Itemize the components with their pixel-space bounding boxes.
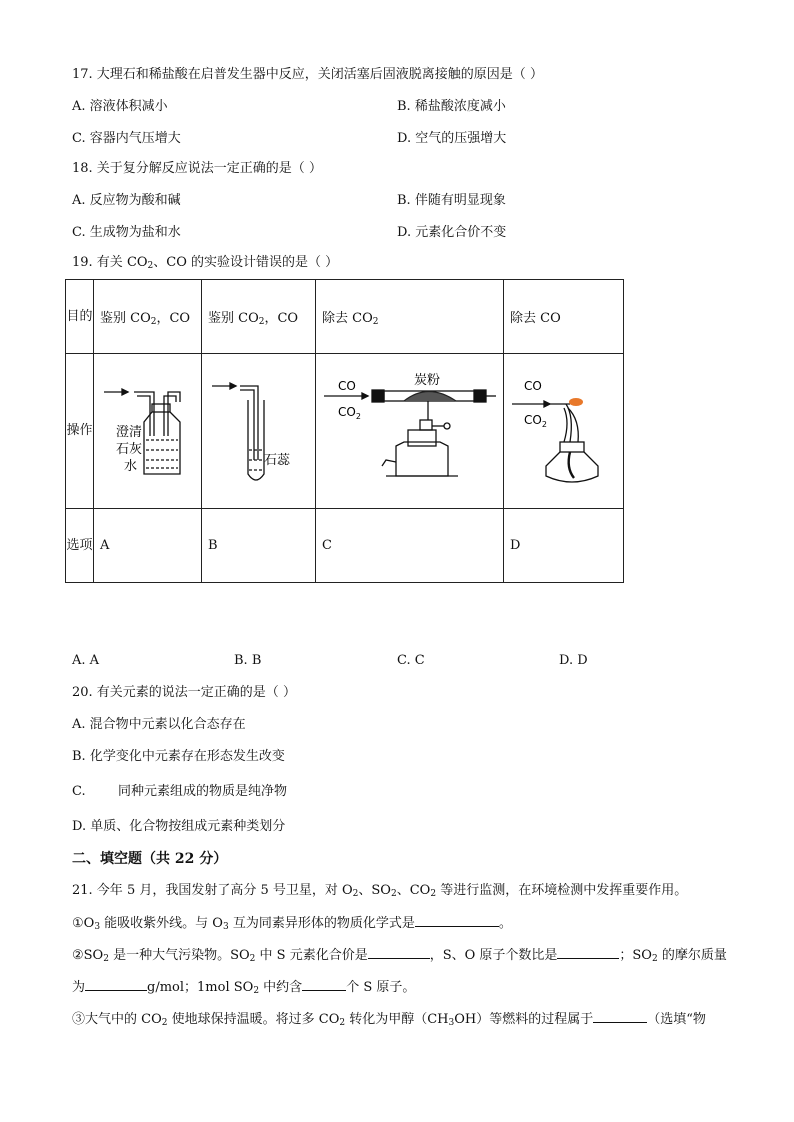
q19-option-d: D. D: [559, 653, 588, 668]
limewater-label-1: 澄清: [116, 425, 143, 440]
limewater-label-2: 石灰: [116, 442, 143, 457]
blank-s-atoms[interactable]: [302, 978, 346, 991]
blank-molar-mass[interactable]: [85, 978, 147, 991]
q20-option-c-label: C.: [72, 784, 86, 799]
purpose-b: 鉴别 $CO_2$，CO: [202, 280, 316, 354]
q17-option-b: B. 稀盐酸浓度减小: [397, 99, 506, 114]
operation-b: [202, 354, 316, 509]
q21-line-1: 21. 今年 5 月，我国发射了高分 5 号卫星，对 $O_2$、$SO_2$、$CO_2$ 等进行监测，在环境检测中发挥重要作用。: [72, 883, 688, 899]
c-gas-co: CO: [338, 379, 356, 393]
limewater-bottle-diagram: [94, 356, 200, 506]
row-head-purpose: 目的: [66, 280, 94, 354]
q17-option-d: D. 空气的压强增大: [397, 131, 507, 146]
choice-d: D: [504, 509, 624, 583]
carbon-powder-label: 炭粉: [414, 373, 441, 388]
q19-option-b: B. B: [234, 653, 262, 668]
q21-line-2: $①O_3$ 能吸收紫外线。与 $O_3$ 互为同素异形体的物质化学式是 。: [72, 916, 512, 932]
d-gas-co: CO: [524, 379, 542, 393]
experiment-table: [65, 279, 624, 583]
q17-option-c: C. 容器内气压增大: [72, 131, 181, 146]
litmus-tube-diagram: [202, 356, 314, 506]
q18-option-d: D. 元素化合价不变: [397, 225, 507, 240]
q17-stem: 17. 大理石和稀盐酸在启普发生器中反应，关闭活塞后固液脱离接触的原因是（ ）: [72, 67, 543, 82]
q17-option-a: A. 溶液体积减小: [72, 99, 168, 114]
q20-option-b: B. 化学变化中元素存在形态发生改变: [72, 749, 285, 764]
litmus-label: 石蕊: [264, 453, 291, 468]
table-row-operation: [66, 354, 624, 509]
choice-c: C: [316, 509, 504, 583]
row-head-choice: 选项: [66, 509, 94, 583]
q20-option-a: A. 混合物中元素以化合态存在: [72, 717, 246, 732]
alcohol-lamp-diagram: [504, 356, 622, 506]
purpose-a: 鉴别 $CO_2$，CO: [94, 280, 202, 354]
operation-d: [504, 354, 624, 509]
q21-line-5: ③大气中的 $CO_2$ 使地球保持温暖。将过多 $CO_2$ 转化为甲醇$(CH_3OH)$等燃料的过程属于 （选填“物: [72, 1012, 706, 1028]
choice-b: B: [202, 509, 316, 583]
carbon-tube-diagram: [316, 356, 502, 506]
q18-option-a: A. 反应物为酸和碱: [72, 193, 181, 208]
choice-a: A: [94, 509, 202, 583]
q20-stem: 20. 有关元素的说法一定正确的是（ ）: [72, 685, 296, 700]
c-gas-co2: $CO_2$: [338, 405, 361, 421]
purpose-d: 除去 CO: [504, 280, 624, 354]
operation-a: [94, 354, 202, 509]
purpose-c: 除去 $CO_2$: [316, 280, 504, 354]
q19-stem: 19. 有关 $CO_2$、CO 的实验设计错误的是（ ）: [72, 255, 339, 271]
section-title: 二、填空题（共 22 分）: [72, 851, 228, 867]
q21-line-4: 为 g/mol；1mol $SO_2$ 中约含 个 S 原子。: [72, 980, 416, 996]
d-gas-co2: $CO_2$: [524, 413, 547, 429]
table-row-choice: [66, 509, 624, 583]
q18-option-c: C. 生成物为盐和水: [72, 225, 181, 240]
q18-option-b: B. 伴随有明显现象: [397, 193, 506, 208]
q21-line-3: $②SO_2$ 是一种大气污染物。$SO_2$ 中 S 元素化合价是 ，S、O 原子个数比是 ；$SO_2$ 的摩尔质量: [72, 948, 727, 964]
table-row-purpose: [66, 280, 624, 354]
row-head-operation: 操作: [66, 354, 94, 509]
blank-atom-ratio[interactable]: [557, 946, 619, 959]
blank-valence[interactable]: [368, 946, 430, 959]
q19-option-a: A. A: [72, 653, 100, 668]
flame: [569, 398, 583, 406]
q20-option-d: D. 单质、化合物按组成元素种类划分: [72, 819, 286, 834]
blank-change-type[interactable]: [593, 1010, 647, 1023]
q19-option-c: C. C: [397, 653, 425, 668]
q20-option-c-text: 同种元素组成的物质是纯净物: [118, 784, 288, 799]
blank-allotrope[interactable]: [415, 914, 499, 927]
operation-c: [316, 354, 504, 509]
q18-stem: 18. 关于复分解反应说法一定正确的是（ ）: [72, 161, 322, 176]
limewater-label-3: 水: [124, 459, 138, 474]
